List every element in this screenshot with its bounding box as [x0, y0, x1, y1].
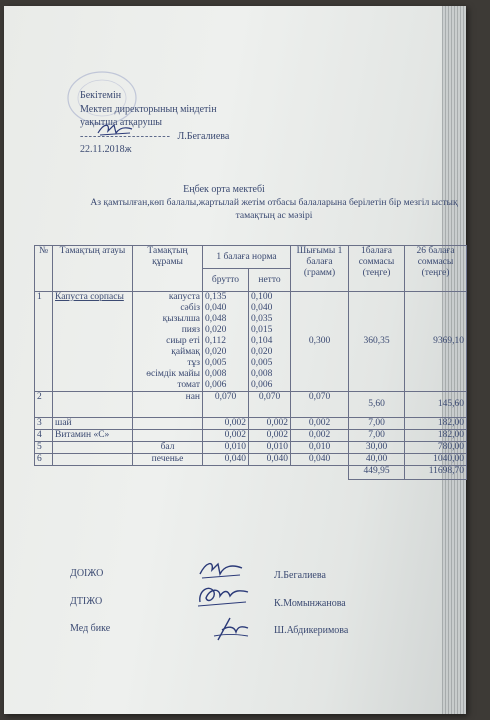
approval-signature-icon: [96, 121, 136, 139]
header-gross: брутто: [203, 269, 249, 292]
row5-dish: [53, 442, 133, 454]
net-value: 0,104: [251, 336, 273, 346]
row6-net: 0,040: [249, 454, 291, 466]
signature-role-1: ДОІЖО: [70, 568, 104, 579]
ingredient: сиыр еті: [166, 336, 200, 346]
row2-yield: 0,070: [291, 392, 349, 418]
gross-value: 0,135: [205, 292, 227, 302]
row2-cost26: 145,60: [405, 392, 467, 418]
row4-num: 4: [35, 430, 53, 442]
approval-date: 22.11.2018ж: [80, 144, 132, 155]
net-value: 0,100: [251, 292, 273, 302]
row6-dish: [53, 454, 133, 466]
row2-cost1: 5,60: [349, 392, 405, 418]
row2-net: 0,070: [249, 392, 291, 418]
approval-position-cont: уақытша атқарушы: [80, 117, 163, 128]
signature-3-icon: [208, 614, 252, 644]
ingredient: капуста: [168, 292, 200, 302]
row4-net: 0,002: [249, 430, 291, 442]
row5-cost26: 780,00: [405, 442, 467, 454]
row3-net: 0,002: [249, 418, 291, 430]
header-composition: Тамақтың құрамы: [133, 246, 203, 292]
row6-cost26: 1040,00: [405, 454, 467, 466]
table-row: [35, 418, 467, 430]
signature-role-2: ДТІЖО: [70, 596, 103, 607]
row4-yield: 0,002: [291, 430, 349, 442]
gross-value: 0,020: [205, 347, 227, 357]
menu-table: [34, 245, 467, 480]
menu-title: Аз қамтылған,көп балалы,жартылай жетім отбасы балаларына берілетін бір мезгіл ыстық тамақтың ас мәзірі: [90, 197, 458, 221]
net-value: 0,006: [251, 380, 273, 390]
net-value: 0,035: [251, 314, 273, 324]
row5-ingredient: бал: [133, 442, 203, 454]
gross-value: 0,006: [205, 380, 227, 390]
ingredient: өсімдік майы: [146, 369, 200, 379]
row1-dish: Капуста сорпасы: [53, 292, 133, 392]
net-value: 0,015: [251, 325, 273, 335]
gross-value: 0,008: [205, 369, 227, 379]
row1-yield: 0,300: [291, 292, 349, 392]
header-net: нетто: [249, 269, 291, 292]
approval-signer: Л.Бегалиева: [177, 130, 230, 142]
net-value: 0,005: [251, 358, 273, 368]
school-name: Еңбек орта мектебі: [183, 184, 265, 195]
row1-ingredients: [133, 292, 203, 392]
ingredient: қызылша: [162, 314, 200, 324]
row6-ingredient: печенье: [133, 454, 203, 466]
signature-role-3: Мед бике: [70, 623, 111, 634]
header-num: №: [35, 246, 53, 292]
row3-dish: шай: [53, 418, 133, 430]
row1-cost26: 9369,10: [405, 292, 467, 392]
gross-value: 0,040: [205, 303, 227, 313]
row4-dish: Витамин «С»: [53, 430, 133, 442]
signature-name-2: К.Момынжанова: [274, 598, 346, 609]
row6-yield: 0,040: [291, 454, 349, 466]
row3-num: 3: [35, 418, 53, 430]
row6-gross: 0,040: [203, 454, 249, 466]
gross-value: 0,020: [205, 325, 227, 335]
row3-gross: 0,002: [203, 418, 249, 430]
row5-yield: 0,010: [291, 442, 349, 454]
total-cost1: 449,95: [349, 466, 405, 480]
row5-gross: 0,010: [203, 442, 249, 454]
header-cost26: 26 балаға соммасы (теңге): [405, 246, 467, 292]
header-norm: 1 балаға норма: [203, 246, 291, 269]
row1-net: [249, 292, 291, 392]
row4-cost26: 182,00: [405, 430, 467, 442]
row5-num: 5: [35, 442, 53, 454]
table-row: [35, 442, 467, 454]
row6-num: 6: [35, 454, 53, 466]
gross-value: 0,048: [205, 314, 227, 324]
gross-value: 0,005: [205, 358, 227, 368]
row3-cost26: 182,00: [405, 418, 467, 430]
header-yield: Шығымы 1 балаға (грамм): [291, 246, 349, 292]
row4-ingredient: [133, 430, 203, 442]
net-value: 0,008: [251, 369, 273, 379]
row3-cost1: 7,00: [349, 418, 405, 430]
row2-num: 2: [35, 392, 53, 418]
table-header-row: [35, 246, 467, 269]
row2-gross: 0,070: [203, 392, 249, 418]
signature-2-icon: [194, 582, 252, 612]
row2-dish: [53, 392, 133, 418]
approval-position: Мектеп директорының міндетін: [80, 103, 217, 115]
table-row: [35, 392, 467, 418]
row1-cost1: 360,35: [349, 292, 405, 392]
header-dish: Тамақтың атауы: [53, 246, 133, 292]
row4-cost1: 7,00: [349, 430, 405, 442]
ingredient: томат: [177, 380, 200, 390]
row2-ingredient: нан: [133, 392, 203, 418]
row5-cost1: 30,00: [349, 442, 405, 454]
ingredient: қаймақ: [171, 347, 200, 357]
signature-1-icon: [196, 558, 246, 584]
total-cost26: 11698,70: [405, 466, 467, 480]
net-value: 0,020: [251, 347, 273, 357]
totals-row: [35, 466, 467, 480]
gross-value: 0,112: [205, 336, 227, 346]
row3-yield: 0,002: [291, 418, 349, 430]
approval-signature-line: --------------------- Л.Бегалиева: [80, 130, 230, 142]
row1-num: 1: [35, 292, 53, 392]
header-cost1: 1балаға соммасы (теңге): [349, 246, 405, 292]
table-row: [35, 430, 467, 442]
row3-ingredient: [133, 418, 203, 430]
signature-name-1: Л.Бегалиева: [274, 570, 326, 581]
net-value: 0,040: [251, 303, 273, 313]
signature-name-3: Ш.Абдикеримова: [274, 625, 349, 636]
row4-gross: 0,002: [203, 430, 249, 442]
table-row: [35, 292, 467, 392]
table-row: [35, 454, 467, 466]
ingredient: тұз: [187, 358, 200, 368]
row5-net: 0,010: [249, 442, 291, 454]
approval-heading: Бекітемін: [80, 90, 122, 101]
document-page: [4, 6, 466, 714]
ingredient: сәбіз: [180, 303, 200, 313]
ingredient: пияз: [181, 325, 200, 335]
row1-gross: [203, 292, 249, 392]
row6-cost1: 40,00: [349, 454, 405, 466]
